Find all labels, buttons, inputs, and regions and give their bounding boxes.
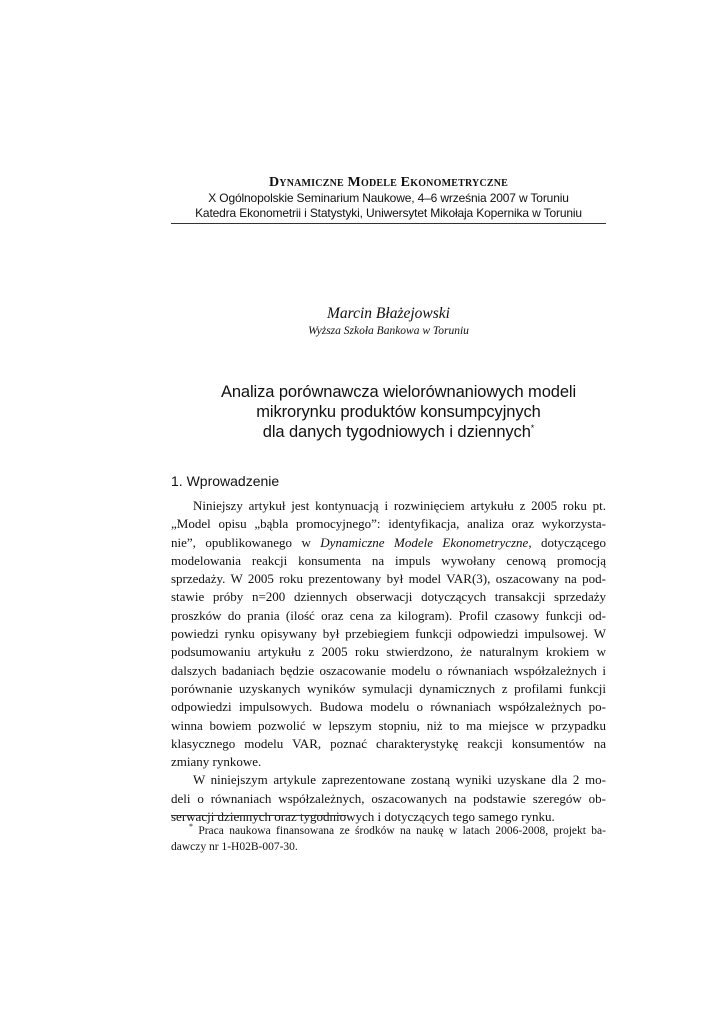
author-name: Marcin Błażejowski: [327, 305, 450, 322]
paragraph-line: stawie próby n=200 dziennych obserwacji dotyczących transakcji sprzedaży: [171, 589, 606, 605]
paragraph-line: Niniejszy artykuł jest kontynuacją i rozwinięciem artykułu z 2005 roku pt.: [193, 498, 606, 513]
footnote-mark: *: [189, 822, 193, 831]
department-line: Katedra Ekonometrii i Statystyki, Uniwersytet Mikołaja Kopernika w Toruniu: [195, 206, 582, 220]
author-block: [171, 304, 606, 339]
title-line: [171, 422, 626, 442]
paragraph-line: W niniejszym artykule zaprezentowane zostaną wyniki uzyskane dla 2 mo-: [193, 772, 606, 788]
paragraph-text: nie”, opublikowanego w: [171, 534, 321, 550]
paragraph-line: powiedzi rynku opisywany był przebiegiem funkcji odpowiedzi impulsowej. W: [171, 626, 606, 642]
section-heading: 1. Wprowadzenie: [171, 473, 280, 489]
paragraph-line: klasycznego modelu VAR, poznać charakterystykę reakcji konsumentów na: [171, 735, 606, 751]
title-footnote-mark[interactable]: *: [530, 423, 535, 433]
paragraph-line: proszków do prania (ilość oraz cena za kilogram). Profil czasowy funkcji od-: [171, 607, 606, 623]
footnote-line: [171, 823, 606, 839]
footnote-line: dawczy nr 1-H02B-007-30.: [171, 841, 298, 853]
paragraph-line: deli o równaniach współzależnych, oszacowanych na podstawie szeregów ob-: [171, 790, 606, 806]
paragraph-line: odpowiedzi impulsowych. Budowa modelu o równaniach współzależnych po-: [171, 699, 606, 715]
footnote-text: Praca naukowa finansowana ze środków na naukę w latach 2006-2008, projekt ba-: [193, 825, 606, 837]
paragraph-line: porównanie uzyskanych wyników symulacji dynamicznych z profilami funkcji: [171, 680, 606, 696]
paragraph-line: winna bowiem pozwolić w lepszym stopniu, niż to ma miejsce w przypadku: [171, 717, 606, 733]
cited-journal-title: Dynamiczne Modele Ekonometryczne: [320, 534, 529, 550]
paragraph-line: „Model opisu „bąbla promocyjnego”: identyfikacja, analiza oraz wykorzysta-: [171, 516, 606, 532]
author-affiliation: Wyższa Szkoła Bankowa w Toruniu: [308, 325, 469, 337]
paragraph-line: podsumowaniu artykułu z 2005 roku stwierdzono, że naturalnym krokiem w: [171, 644, 606, 660]
title-line: Analiza porównawcza wielorównaniowych modeli: [220, 383, 577, 401]
paper-title: [171, 382, 626, 442]
footnote: [171, 823, 606, 855]
title-line: mikrorynku produktów konsumpcyjnych: [256, 403, 541, 421]
paragraph-line: [171, 534, 606, 552]
body-text: [171, 497, 606, 826]
journal-title: Dynamiczne Modele Ekonometryczne: [268, 175, 509, 190]
running-header: [171, 174, 606, 221]
paragraph-line: sprzedaży. W 2005 roku prezentowany był model VAR(3), oszacowany na pod-: [171, 571, 606, 587]
paragraph-text: , dotyczącego: [528, 534, 606, 550]
paragraph-line: zmiany rynkowe.: [171, 754, 262, 770]
footnote-rule: [171, 815, 346, 816]
paragraph-line: dalszych badaniach będzie oszacowanie modelu o równaniach współzależnych i: [171, 662, 606, 678]
title-line-text: dla danych tygodniowych i dziennych: [262, 423, 531, 441]
seminar-line: X Ogólnopolskie Seminarium Naukowe, 4–6 września 2007 w Toruniu: [208, 191, 569, 205]
paragraph-line: modelowania reakcji konsumenta na impuls wywołany cenową promocją: [171, 552, 606, 568]
header-rule: [171, 223, 606, 224]
paragraph-line: serwacji dziennych oraz tygodniowych i dotyczących tego samego rynku.: [171, 809, 555, 825]
